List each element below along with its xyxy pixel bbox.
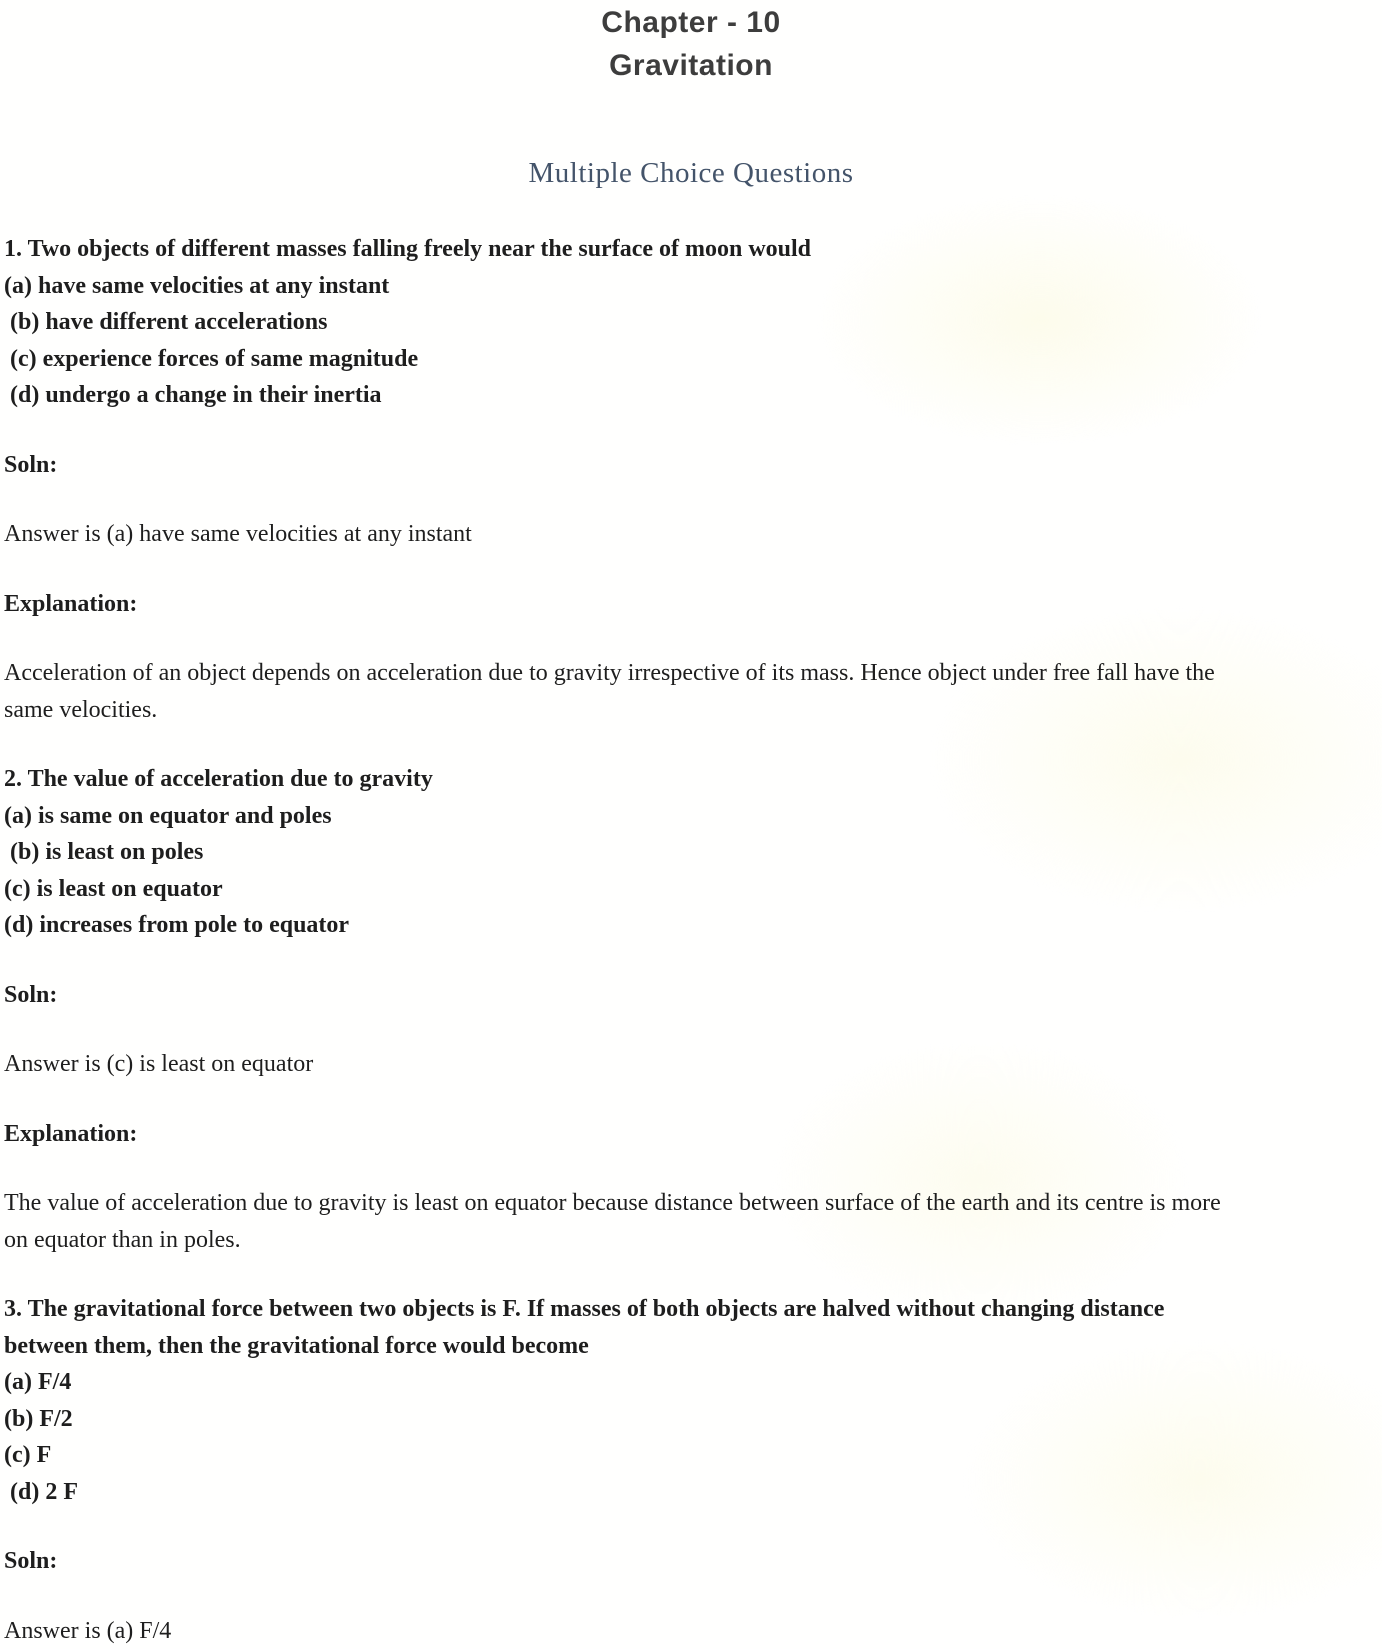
question-option-a: (a) F/4 (4, 1364, 1244, 1401)
question-option-b: (b) is least on poles (4, 834, 1244, 871)
question-option-a: (a) is same on equator and poles (4, 798, 1244, 835)
page-title (0, 0, 1382, 87)
question-option-a: (a) have same velocities at any instant (4, 268, 1244, 305)
question-option-c: (c) is least on equator (4, 871, 1244, 908)
question-option-d: (d) 2 F (4, 1474, 1244, 1511)
question-block-2 (4, 761, 1244, 944)
chapter-title: Chapter - 10 (0, 1, 1382, 44)
question-block-1 (4, 231, 1244, 414)
question-option-d: (d) increases from pole to equator (4, 907, 1244, 944)
answer-text: Answer is (a) F/4 (4, 1613, 1244, 1649)
explanation-label: Explanation: (4, 586, 1244, 623)
question-option-b: (b) F/2 (4, 1401, 1244, 1438)
question-option-c: (c) experience forces of same magnitude (4, 341, 1244, 378)
explanation-text: Acceleration of an object depends on acceleration due to gravity irrespective of its mass. Hence object under free fall have the same velocities. (4, 655, 1244, 728)
soln-label: Soln: (4, 977, 1244, 1014)
chapter-subtitle: Gravitation (0, 44, 1382, 87)
explanation-label: Explanation: (4, 1116, 1244, 1153)
soln-label: Soln: (4, 1543, 1244, 1580)
answer-text: Answer is (c) is least on equator (4, 1046, 1244, 1083)
answer-text: Answer is (a) have same velocities at any instant (4, 516, 1244, 553)
question-option-b: (b) have different accelerations (4, 304, 1244, 341)
explanation-text: The value of acceleration due to gravity is least on equator because distance between surface of the earth and its centre is more on equator than in poles. (4, 1185, 1244, 1258)
document-body (0, 231, 1382, 1649)
question-block-3 (4, 1291, 1244, 1510)
question-option-c: (c) F (4, 1437, 1244, 1474)
section-heading: Multiple Choice Questions (0, 153, 1382, 193)
soln-label: Soln: (4, 447, 1244, 484)
question-text: 1. Two objects of different masses falling freely near the surface of moon would (4, 231, 1244, 268)
question-text: 2. The value of acceleration due to gravity (4, 761, 1244, 798)
question-option-d: (d) undergo a change in their inertia (4, 377, 1244, 414)
question-text: 3. The gravitational force between two objects is F. If masses of both objects are halved without changing distance between them, then the gravitational force would become (4, 1291, 1244, 1364)
